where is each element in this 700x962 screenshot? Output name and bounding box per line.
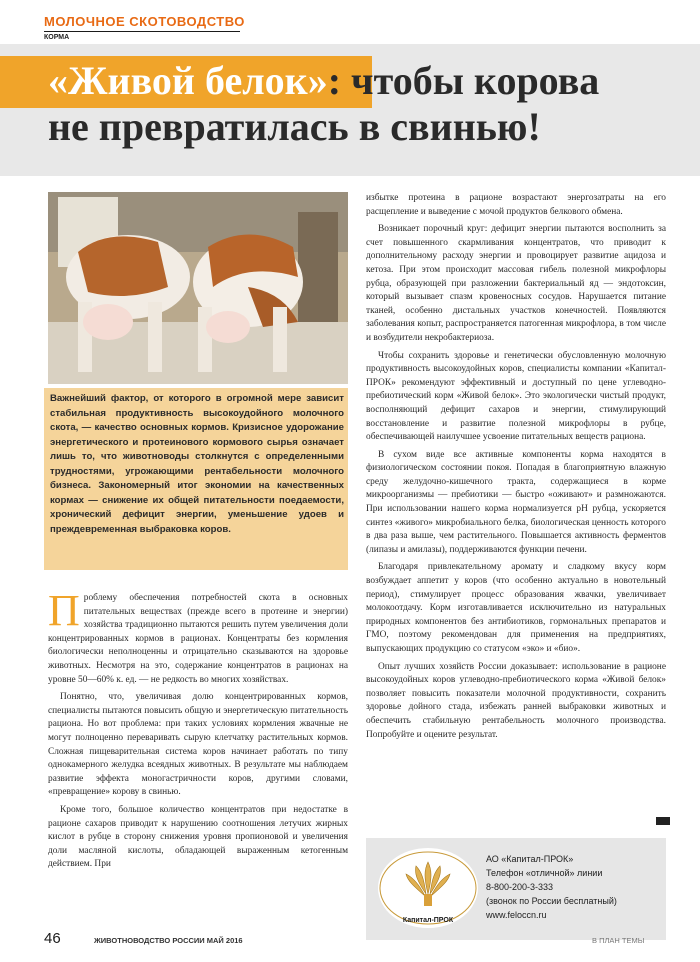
- magazine-footer: ЖИВОТНОВОДСТВО РОССИИ МАЙ 2016: [94, 936, 243, 945]
- section-rubric: МОЛОЧНОЕ СКОТОВОДСТВО: [44, 14, 245, 29]
- page-number: 46: [44, 930, 61, 947]
- company-logo: [378, 848, 478, 928]
- contact-details: [486, 852, 666, 922]
- lead-text: Важнейший фактор, от которого в огромной мере зависит стабильная продуктивность высокоудойного молочного скота, — качество основных кормов. Кризисное удорожание энергетического и протеинового кормового сырья означает лишь то, что животноводы столкнутся с определенными трудностями, угрожающими рентабельности молочного бизнеса. Закономерный итог экономии на качественных кормах — снижение их общей питательности поедаемости, хронический дефицит энергии, уменьшение удоев и преждевременная выбраковка коров.: [50, 393, 344, 535]
- cows-photo: [48, 192, 348, 384]
- body-column-left: [48, 592, 348, 922]
- paragraph-6: Чтобы сохранить здоровье и генетически обусловленную молочную продуктивность высокоудойных коров, специалисты компании «Капитал-ПРОК» рекомендуют эффективный и доступный по цене углеводно-пребиотический корм «Живой белок». Это экологически чистый продукт, восполняющий дефицит сахаров и энергии, стимулирующий восстановление и развитие полезной микрофлоры в рубце, обеспечивающей наилучшее усвоение питательных веществ рациона.: [366, 350, 666, 443]
- body-column-right: [366, 192, 666, 824]
- paragraph-4: избытке протеина в рационе возрастают энергозатраты на его расщепление и выведение с мочой продуктов белкового обмена.: [366, 193, 666, 217]
- company-name: АО «Капитал-ПРОК»: [486, 854, 574, 864]
- title-rest: : чтобы корова: [327, 58, 600, 103]
- paragraph-1-text: роблему обеспечения потребностей скота в основных питательных веществах (прежде всего в протеине и энергии) хозяйства традиционно пытаются решить путем увеличения доли концентрированных кормов в рационах. Концентраты без кормления биологически неполноценны и отрицательно сказываются на здоровье животных. Несмотря на это, содержание концентратов в рационах на уровне 50—60% к. ед. — не редкость во многих хозяйствах.: [48, 593, 348, 685]
- section-subrubric: КОРМА: [44, 34, 70, 41]
- phone-number[interactable]: 8-800-200-3-333: [486, 882, 554, 892]
- title-line-2: не превратилась в свинью!: [48, 104, 541, 149]
- drop-cap: П: [48, 592, 80, 635]
- paragraph-5: Возникает порочный круг: дефицит энергии пытаются восполнить за счет повышенного скармливания концентратов, что приводит к дополнительному расходу энергии и провоцирует развитие ацидоза и кетоза. При этом происходит массовая гибель полезной микрофлоры рубца, образующей при разложении бактериальный яд — эндотоксин, который вызывает спазм кровеносных сосудов. Нарушается питание тканей, особенно дистальных участков конечностей. Появляются заболевания копыт, распространяется патогенная микрофлора, в том числе и возбудители некробактериоза.: [366, 224, 666, 343]
- paragraph-3: Кроме того, большое количество концентратов при недостатке в рационе сахаров приводит к нарушению соотношения летучих жирных кислот в рубце в сторону снижения уровня пропионовой и увеличения доли масляной кислоты, обладающей выраженным кетогенным действием. При: [48, 804, 348, 870]
- website-link[interactable]: www.feloccn.ru: [486, 910, 547, 920]
- footer-right-text: В ПЛАН ТЕМЫ: [592, 936, 645, 945]
- title-highlight-text: «Живой белок»: [48, 58, 328, 103]
- phone-note: (звонок по России бесплатный): [486, 896, 617, 906]
- phone-label: Телефон «отличной» линии: [486, 868, 603, 878]
- article-title: [48, 58, 698, 150]
- paragraph-2: Понятно, что, увеличивая долю концентрированных кормов, специалисты пытаются повысить общую и энергетическую питательность рациона. Но вот проблема: при таких условиях кормления жвачные не могут полноценно переваривать сырую клетчатку растительных кормов. Сложная пищеварительная система коров начинает работать по типу однокамерного желудка всеядных животных. В результате мы наблюдаем развитие эффекта моногастричности коров, другими словами, «превращение» корову в свинью.: [48, 692, 348, 798]
- rubric-divider: [44, 31, 240, 32]
- paragraph-7: В сухом виде все активные компоненты корма находятся в физиологическом состоянии покоя. Попадая в благоприятную влажную среду желудочно-кишечного тракта, содержащиеся в корме микроорганизмы — пребиотики — быстро «оживают» и размножаются. При использовании нашего корма нормализуется рН рубца, ускоряется синтез «живого» микробиального белка, биологическая ценность которого в два раза выше, чем растительного. Повышается активность ферментов (липазы и амилазы), поддерживаются функции печени.: [366, 449, 666, 555]
- paragraph-9: Опыт лучших хозяйств России доказывает: использование в рационе высокоудойных коров углеводно-пребиотического корма «Живой белок» позволяет повысить показатели молочной продуктивности, сохранить здоровье дойного стада, избежать ранней выбраковки животных и обеспечить стабильную рентабельность молочного производства. Попробуйте и оцените результат.: [366, 661, 666, 740]
- paragraph-1: [48, 592, 348, 687]
- end-of-article-mark: [656, 817, 670, 825]
- logo-caption: Капитал-ПРОК: [402, 917, 454, 924]
- paragraph-8: Благодаря привлекательному аромату и сладкому вкусу корм возбуждает аппетит у коров (что особенно актуально в новотельный период), стимулирует процесс образования жвачки, увеличивает молокоотдачу. Корм изготавливается исключительно из натуральных природных компонентов без антибиотиков, гормональных препаратов и ГМО, поэтому рекомендован для применения на предприятиях, выпускающих продукцию со статусом «эко» и «био».: [366, 562, 666, 654]
